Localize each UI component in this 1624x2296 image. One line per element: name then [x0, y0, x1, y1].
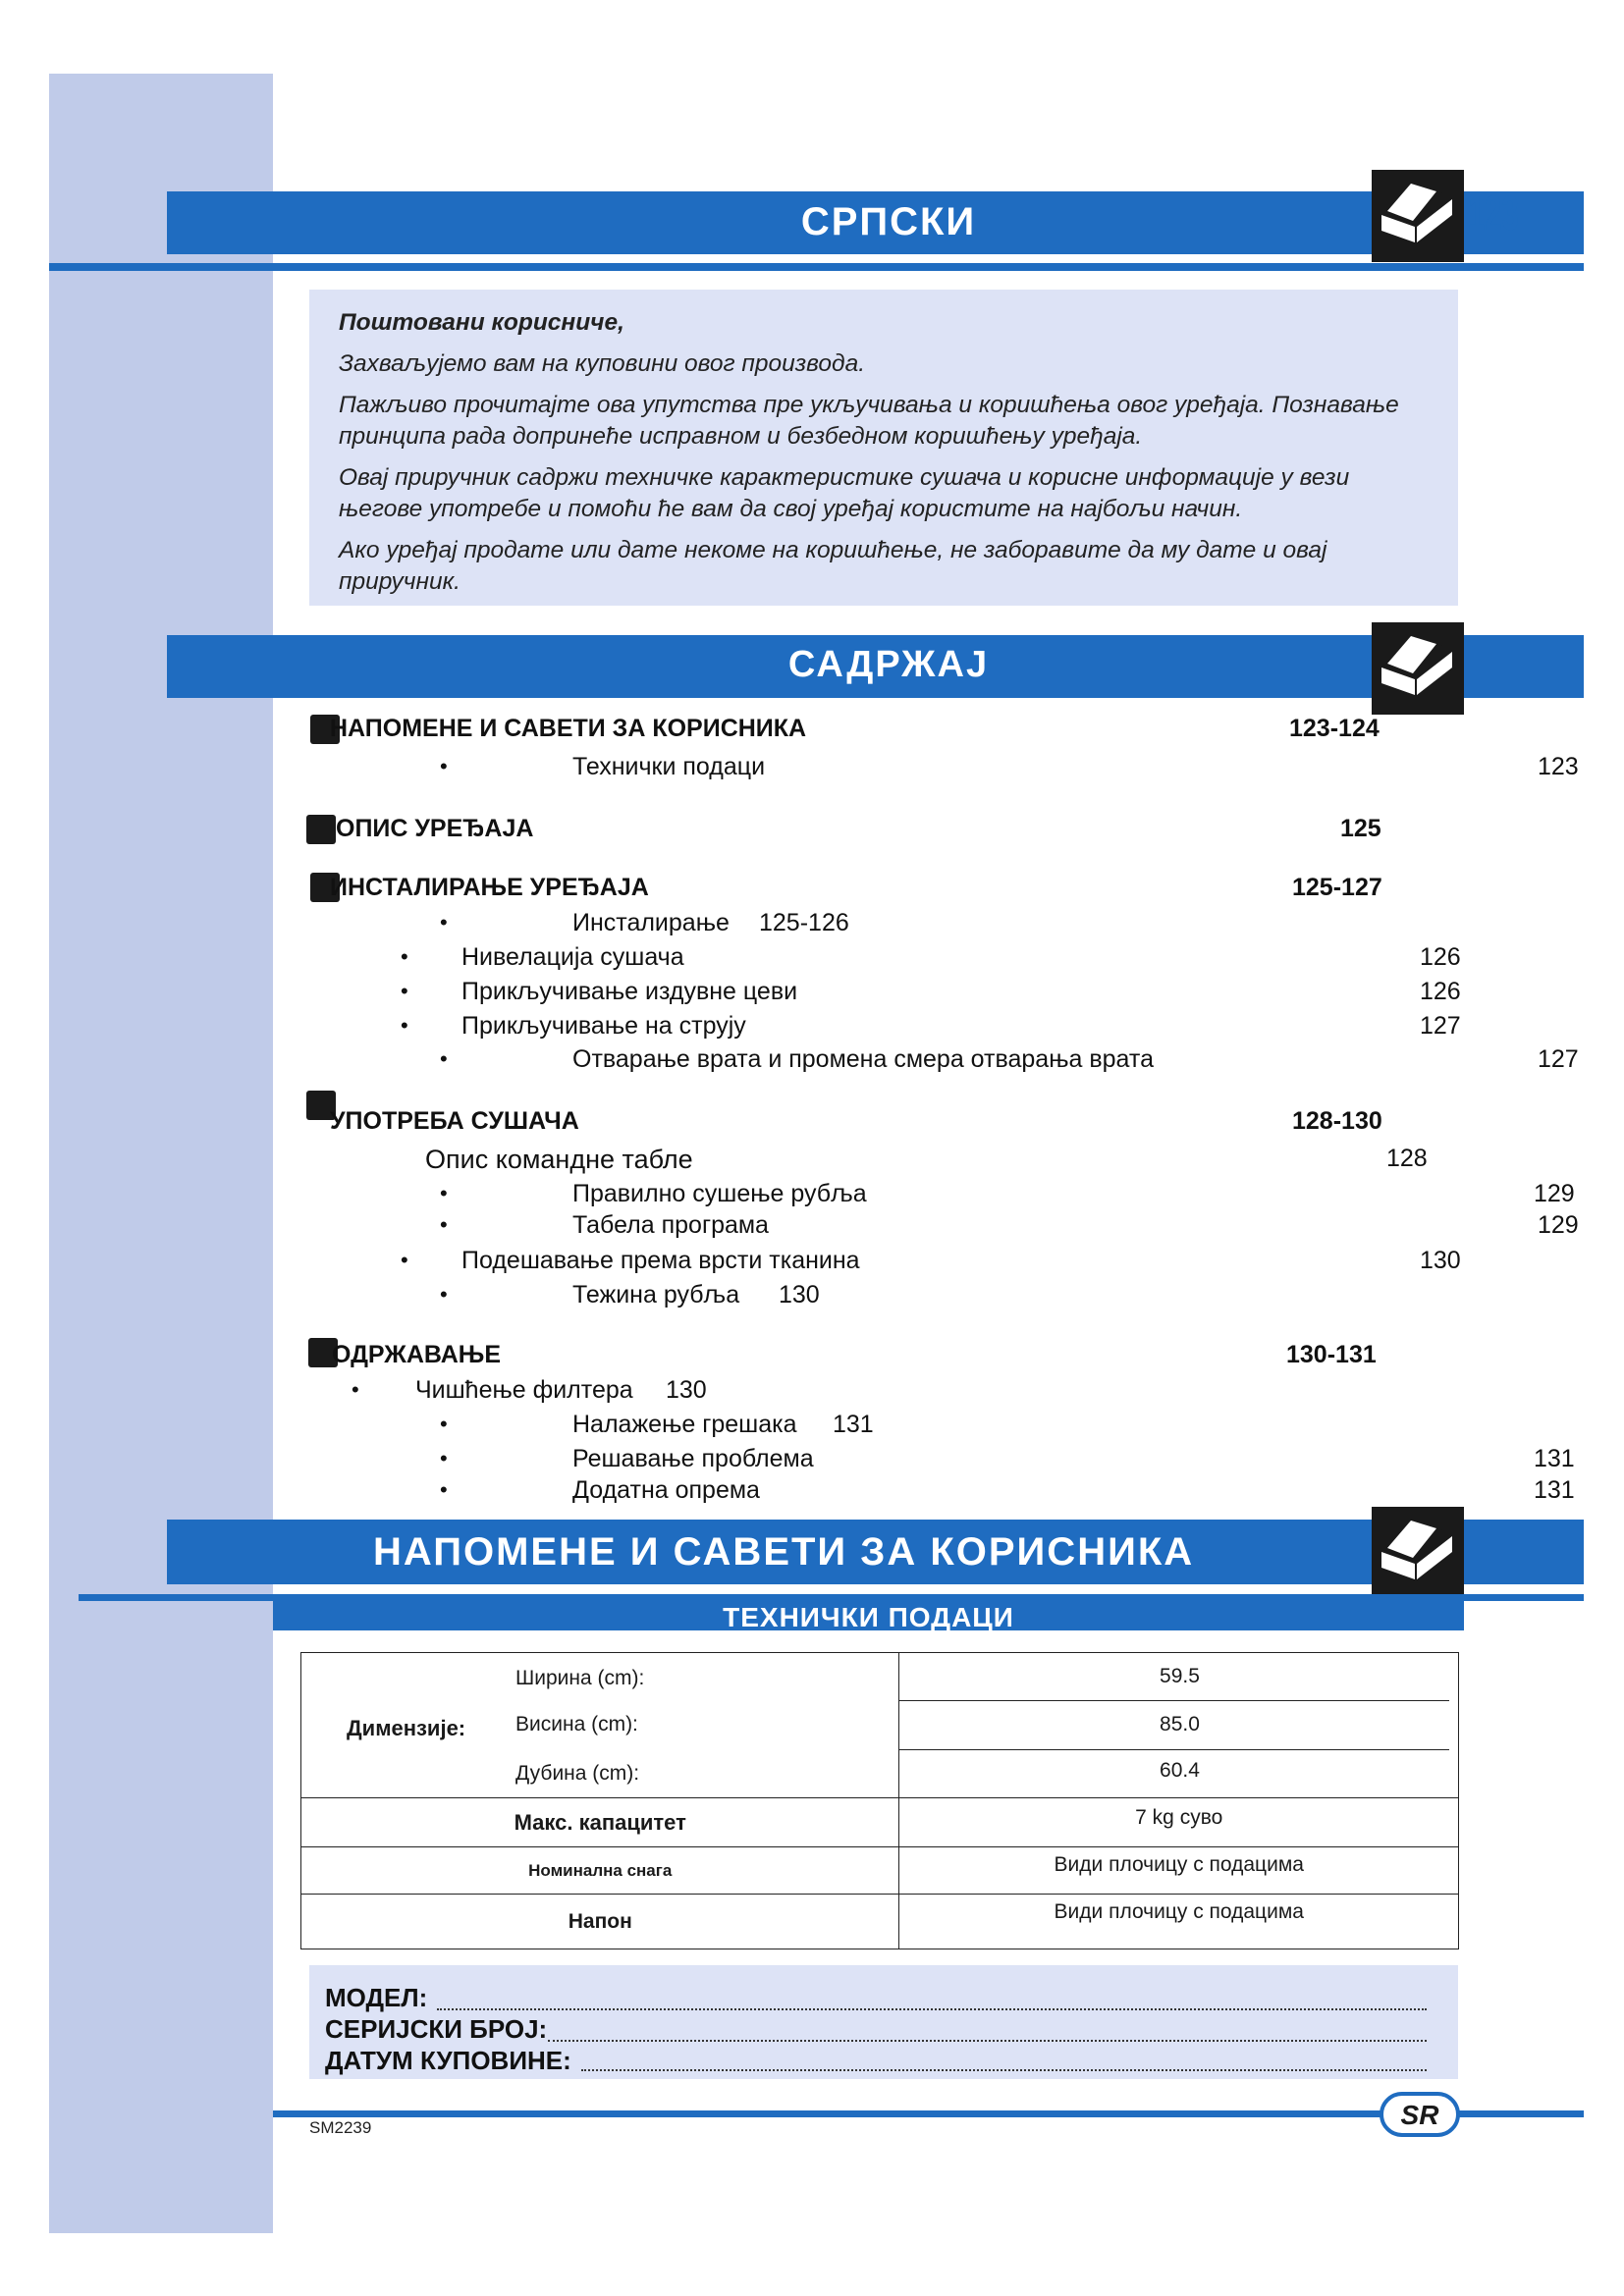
toc-item[interactable]: Прикључивање издувне цеви	[461, 978, 798, 1005]
toc-item[interactable]: Нивелација сушача	[461, 943, 684, 971]
bullet-icon: •	[440, 1282, 448, 1307]
divider	[899, 1749, 1449, 1750]
toc-section-pages: 123-124	[1289, 715, 1380, 742]
toc-item-page: 131	[1534, 1445, 1575, 1472]
voltage-label: Напон	[301, 1895, 899, 1949]
page-number: 123	[1468, 186, 1519, 240]
table-row	[301, 1895, 1459, 1949]
intro-paragraph: Захваљујемо вам на куповини овог производа.	[339, 350, 865, 377]
intro-panel	[309, 290, 1458, 606]
table-row	[301, 1847, 1459, 1895]
date-field-line[interactable]	[581, 2069, 1427, 2071]
bullet-icon: •	[352, 1377, 359, 1402]
language-badge	[1380, 2092, 1460, 2137]
intro-greeting: Поштовани корисниче,	[339, 309, 624, 336]
bullet-icon: •	[440, 1046, 448, 1071]
toc-item[interactable]: Инсталирање	[572, 909, 730, 936]
language-badge-label: SR	[1400, 2100, 1439, 2130]
toc-item[interactable]: Технички подаци	[572, 753, 766, 780]
depth-label: Дубина (cm):	[515, 1762, 640, 1785]
bullet-icon: •	[440, 1412, 448, 1436]
toc-item-page: 126	[1420, 978, 1461, 1005]
toc-section-title[interactable]: НАПОМЕНЕ И САВЕТИ ЗА КОРИСНИКА	[330, 715, 807, 742]
toc-item-page: 129	[1538, 1211, 1579, 1239]
subtitle-bar	[273, 1601, 1464, 1630]
section-subtitle: ТЕХНИЧКИ ПОДАЦИ	[723, 1602, 1014, 1632]
table-row	[301, 1653, 1459, 1798]
header-rule	[49, 263, 1584, 271]
intro-paragraph: принципа рада допринеће исправном и безбедном коришћењу уређаја.	[339, 423, 1143, 450]
toc-item-page: 128	[1386, 1145, 1428, 1172]
toc-section-pages: 125-127	[1292, 874, 1382, 901]
toc-section-title[interactable]: ИНСТАЛИРАЊЕ УРЕЂАЈА	[330, 874, 649, 901]
toc-section-title[interactable]: УПОТРЕБА СУШАЧА	[330, 1107, 579, 1135]
width-label: Ширина (cm):	[515, 1667, 645, 1689]
toc-item-page: 130	[1420, 1247, 1461, 1274]
bullet-icon: •	[440, 1212, 448, 1237]
model-field-label: МОДЕЛ:	[325, 1983, 428, 2012]
toc-item-page: 127	[1420, 1012, 1461, 1040]
specs-table	[300, 1652, 1459, 1949]
registration-panel	[309, 1965, 1458, 2079]
toc-item[interactable]: Налажење грешака	[572, 1411, 797, 1438]
voltage-value: Види плочицу с подацима	[899, 1895, 1459, 1949]
toc-item-page: 127	[1538, 1045, 1579, 1073]
toc-item[interactable]: Прикључивање на струју	[461, 1012, 746, 1040]
toc-item[interactable]: Тежина рубља	[572, 1281, 740, 1308]
table-row	[301, 1798, 1459, 1847]
serial-field-label: СЕРИЈСКИ БРОЈ:	[325, 2014, 548, 2044]
toc-item[interactable]: Табела програма	[572, 1211, 769, 1239]
divider	[899, 1700, 1449, 1701]
toc-item-page: 130	[779, 1281, 820, 1308]
power-value: Види плочицу с подацима	[899, 1847, 1459, 1895]
notes-title: НАПОМЕНЕ И САВЕТИ ЗА КОРИСНИКА	[373, 1530, 1195, 1574]
toc-section-pages: 128-130	[1292, 1107, 1382, 1135]
intro-paragraph: Овај приручник садржи техничке карактеристике сушача и корисне информације у вези	[339, 464, 1350, 491]
toc-item[interactable]: Додатна опрема	[572, 1476, 760, 1504]
bullet-icon: •	[401, 944, 408, 969]
toc-item[interactable]: Подешавање према врсти тканина	[461, 1247, 860, 1274]
toc-item-page: 129	[1534, 1180, 1575, 1207]
toc-item[interactable]: Опис командне табле	[425, 1145, 693, 1174]
bullet-icon: •	[440, 1477, 448, 1502]
date-field-label: ДАТУМ КУПОВИНЕ:	[325, 2046, 571, 2075]
toc-item-page: 125-126	[759, 909, 849, 936]
toc-title: САДРЖАЈ	[787, 644, 990, 685]
notes-rule	[79, 1594, 1584, 1601]
intro-paragraph: приручник.	[339, 568, 460, 595]
capacity-label: Макс. капацитет	[301, 1798, 899, 1847]
toc-item[interactable]: Чишћење филтера	[415, 1376, 633, 1404]
bullet-icon: •	[440, 754, 448, 778]
toc-item-page: 131	[1534, 1476, 1575, 1504]
model-field-line[interactable]	[437, 2008, 1427, 2010]
capacity-value: 7 kg суво	[899, 1798, 1459, 1847]
toc-item-page: 123	[1538, 753, 1579, 780]
intro-paragraph: његове употребе и помоћи ће вам да свој уређај користите на најбољи начин.	[339, 496, 1243, 522]
book-icon	[1372, 1507, 1464, 1599]
book-icon	[1372, 622, 1464, 715]
wrench-icon	[306, 815, 336, 844]
height-label: Висина (cm):	[515, 1713, 638, 1735]
page-title: СРПСКИ	[800, 200, 977, 243]
toc-item[interactable]: Правилно сушење рубља	[572, 1180, 867, 1207]
intro-paragraph: Пажљиво прочитајте ова упутства пре укључивања и коришћења овог уређаја. Познавање	[339, 392, 1399, 418]
bullet-icon: •	[401, 979, 408, 1003]
toc-item-page: 126	[1420, 943, 1461, 971]
bullet-icon: •	[401, 1013, 408, 1038]
toc-item[interactable]: Решавање проблема	[572, 1445, 814, 1472]
toc-item-page: 131	[833, 1411, 874, 1438]
toc-section-pages: 130-131	[1286, 1341, 1377, 1368]
toc-item-page: 130	[666, 1376, 707, 1404]
document-code: SM2239	[309, 2118, 372, 2137]
sidebar-strip	[49, 74, 273, 2233]
bullet-icon: •	[401, 1248, 408, 1272]
bullet-icon: •	[440, 1446, 448, 1470]
toc-section-title[interactable]: ОДРЖАВАЊЕ	[332, 1341, 502, 1368]
toc-section-pages: 125	[1340, 815, 1381, 842]
book-icon	[1372, 170, 1464, 262]
dimensions-label: Димензије:	[347, 1716, 466, 1740]
depth-value: 60.4	[1160, 1759, 1200, 1782]
bullet-icon: •	[440, 910, 448, 934]
intro-paragraph: Ако уређај продате или дате некоме на коришћење, не заборавите да му дате и овај	[339, 537, 1327, 563]
power-label: Номинална снага	[301, 1847, 899, 1895]
toc-item[interactable]: Отварање врата и промена смера отварања врата	[572, 1045, 1154, 1073]
bullet-icon: •	[440, 1181, 448, 1205]
toc-section-title[interactable]: ОПИС УРЕЂАЈА	[336, 815, 534, 842]
width-value: 59.5	[1160, 1665, 1200, 1687]
height-value: 85.0	[1160, 1713, 1200, 1735]
serial-field-line[interactable]	[548, 2040, 1427, 2042]
